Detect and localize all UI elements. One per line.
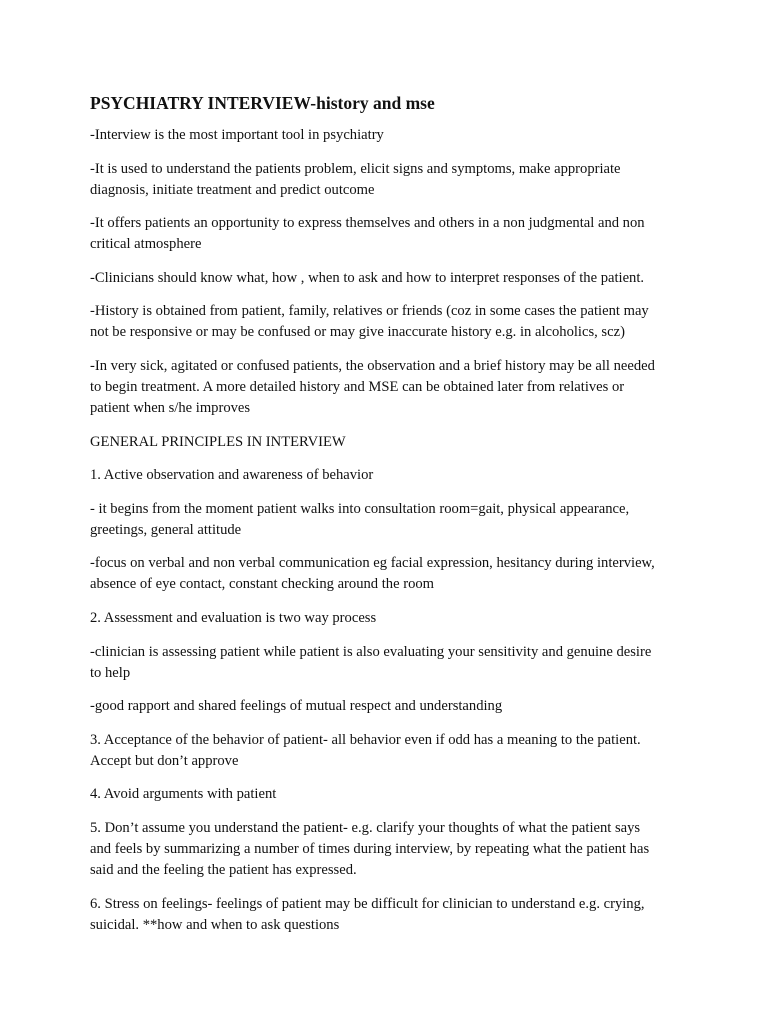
document-title: PSYCHIATRY INTERVIEW-history and mse [90,93,435,113]
paragraph-p9 [90,499,680,541]
text-line: -It offers patients an opportunity to express themselves and others in a non judgmental and non [90,215,645,232]
text-line: -History is obtained from patient, family, relatives or friends (coz in some cases the patient may [90,303,649,320]
paragraph-p10 [90,553,680,595]
paragraph-p4 [90,268,680,289]
paragraph-p3 [90,213,680,255]
text-line: Accept but don’t approve [90,752,239,769]
text-line: GENERAL PRINCIPLES IN INTERVIEW [90,433,346,450]
text-line: 2. Assessment and evaluation is two way process [90,609,377,626]
text-line: 6. Stress on feelings- feelings of patient may be difficult for clinician to understand e.g. crying, [90,895,645,912]
text-line: - it begins from the moment patient walks into consultation room=gait, physical appearance, [90,500,630,517]
text-line: 5. Don’t assume you understand the patient- e.g. clarify your thoughts of what the patient says [90,819,641,836]
text-line: said and the feeling the patient has expressed. [90,861,357,878]
text-line: -Interview is the most important tool in psychiatry [90,127,384,143]
paragraph-p16 [90,818,680,881]
paragraph-p11 [90,608,680,629]
text-line: -Clinicians should know what, how , when to ask and how to interpret responses of the patient. [90,269,645,286]
paragraph-p14 [90,730,680,772]
paragraph-p5 [90,301,680,343]
document-body [90,92,680,948]
text-line: -In very sick, agitated or confused patients, the observation and a brief history may be all needed [90,357,655,374]
paragraph-p15 [90,784,680,805]
text-line: diagnosis, initiate treatment and predict outcome [90,181,375,198]
paragraph-p17 [90,894,680,936]
text-line: -good rapport and shared feelings of mutual respect and understanding [90,698,503,715]
text-line: absence of eye contact, constant checking around the room [90,576,435,593]
text-line: -It is used to understand the patients problem, elicit signs and symptoms, make appropriate [90,160,621,177]
paragraph-p8 [90,465,680,486]
text-line: patient when s/he improves [90,399,251,416]
text-line: suicidal. **how and when to ask questions [90,916,340,933]
text-line: -focus on verbal and non verbal communication eg facial expression, hesitancy during interview, [90,555,655,572]
paragraph-p12 [90,642,680,684]
text-line: greetings, general attitude [90,521,242,538]
text-line: 1. Active observation and awareness of behavior [90,467,374,484]
text-line: to begin treatment. A more detailed history and MSE can be obtained later from relatives or [90,378,625,395]
text-line: to help [90,664,131,681]
text-line: and feels by summarizing a number of times during interview, by repeating what the patient has [90,840,650,857]
paragraph-p7 [90,432,680,453]
paragraph-p13 [90,696,680,717]
paragraph-p2 [90,159,680,201]
paragraph-list [90,125,680,936]
paragraph-p6 [90,356,680,419]
text-line: 4. Avoid arguments with patient [90,786,277,803]
text-line: critical atmosphere [90,236,202,253]
text-line: 3. Acceptance of the behavior of patient- all behavior even if odd has a meaning to the patient. [90,731,641,748]
text-line: -clinician is assessing patient while patient is also evaluating your sensitivity and genuine desire [90,643,652,660]
paragraph-p1 [90,125,680,146]
text-line: not be responsive or may be confused or may give inaccurate history e.g. in alcoholics, scz) [90,324,625,341]
